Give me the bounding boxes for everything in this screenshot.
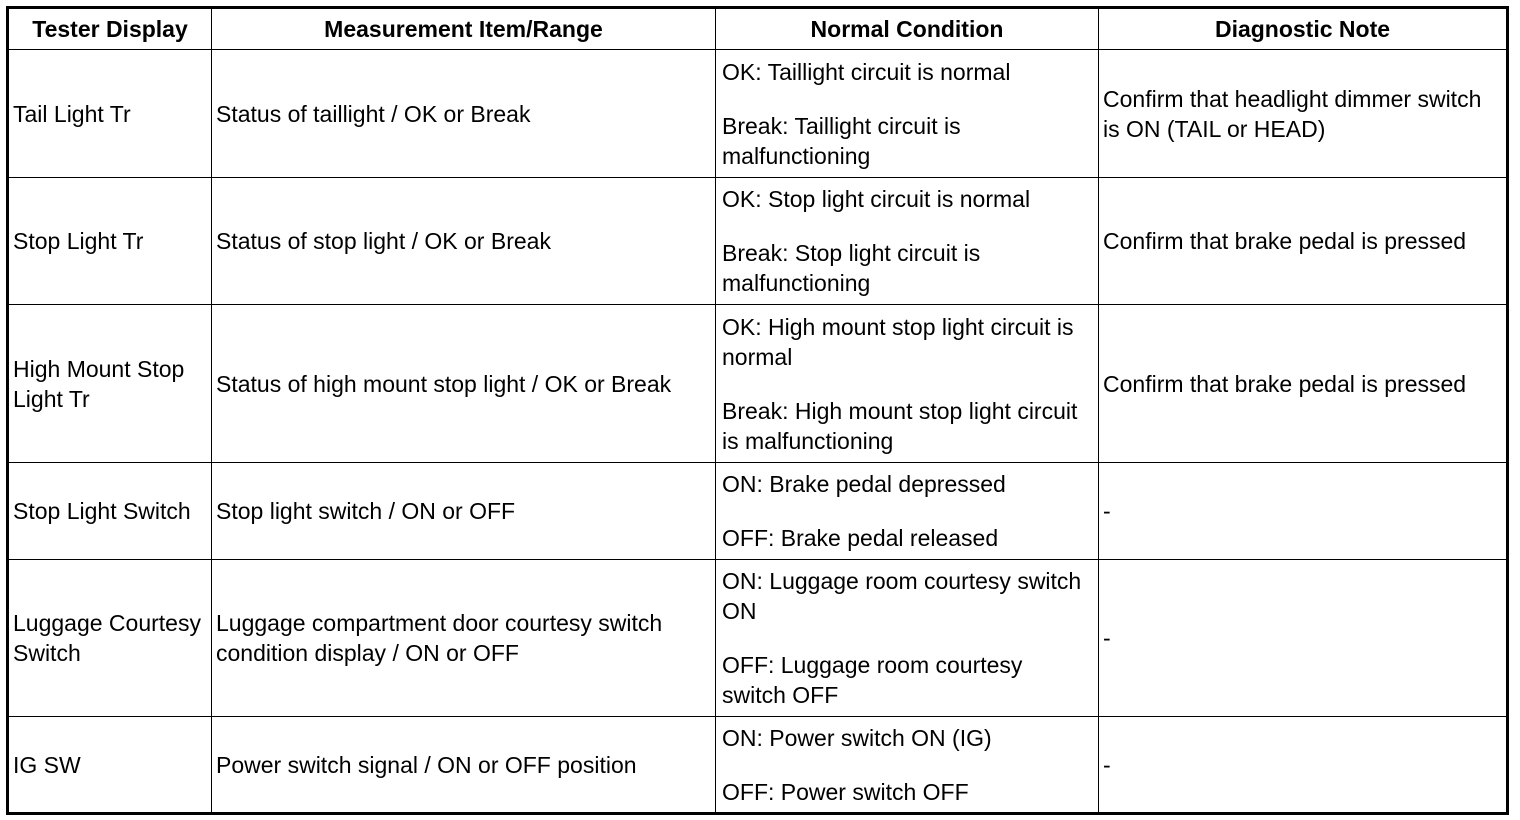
diagnostic-note-cell: - (1099, 560, 1508, 717)
header-measurement-item: Measurement Item/Range (212, 8, 716, 50)
normal-condition-cell (716, 560, 1099, 717)
table-header-row (8, 8, 1508, 50)
data-list-table (6, 6, 1509, 815)
condition-off-text: OFF: Power switch OFF (722, 778, 969, 805)
measurement-cell: Stop light switch / ON or OFF (212, 463, 716, 560)
condition-break-text: Break: Stop light circuit is malfunctioning (722, 240, 981, 296)
diagnostic-note-cell: Confirm that headlight dimmer switch is ON (TAIL or HEAD) (1099, 50, 1508, 178)
diagnostic-note-cell: Confirm that brake pedal is pressed (1099, 305, 1508, 463)
condition-on-text: ON: Brake pedal depressed (722, 471, 1006, 497)
normal-condition-cell (716, 305, 1099, 463)
table-row (8, 717, 1508, 814)
table-row (8, 463, 1508, 560)
condition-off-text: OFF: Brake pedal released (722, 525, 999, 551)
normal-condition-cell (716, 178, 1099, 305)
normal-condition-cell (716, 50, 1099, 178)
table-row (8, 178, 1508, 305)
tester-display-cell: IG SW (8, 717, 212, 814)
diagnostic-note-cell: - (1099, 463, 1508, 560)
header-tester-display: Tester Display (8, 8, 212, 50)
data-list-sheet (6, 6, 1506, 810)
condition-ok-text: OK: Stop light circuit is normal (722, 186, 1031, 212)
tester-display-cell: Stop Light Tr (8, 178, 212, 305)
condition-break-text: Break: High mount stop light circuit is malfunctioning (722, 397, 1078, 454)
condition-on-text: ON: Power switch ON (IG) (722, 724, 992, 751)
measurement-cell: Status of stop light / OK or Break (212, 178, 716, 305)
measurement-cell: Luggage compartment door courtesy switch condition display / ON or OFF (212, 560, 716, 717)
condition-off-text: OFF: Luggage room courtesy switch OFF (722, 652, 1023, 708)
tester-display-cell: Luggage Courtesy Switch (8, 560, 212, 717)
table-row (8, 305, 1508, 463)
table-row (8, 560, 1508, 717)
header-normal-condition: Normal Condition (716, 8, 1099, 50)
condition-on-text: ON: Luggage room courtesy switch ON (722, 568, 1082, 624)
measurement-cell: Status of high mount stop light / OK or Break (212, 305, 716, 463)
condition-ok-text: OK: High mount stop light circuit is normal (722, 313, 1074, 370)
header-diagnostic-note: Diagnostic Note (1099, 8, 1508, 50)
table-row (8, 50, 1508, 178)
measurement-cell: Status of taillight / OK or Break (212, 50, 716, 178)
normal-condition-cell (716, 463, 1099, 560)
normal-condition-cell (716, 717, 1099, 814)
tester-display-cell: Stop Light Switch (8, 463, 212, 560)
condition-ok-text: OK: Taillight circuit is normal (722, 58, 1011, 85)
measurement-cell: Power switch signal / ON or OFF position (212, 717, 716, 814)
tester-display-cell: Tail Light Tr (8, 50, 212, 178)
diagnostic-note-cell: Confirm that brake pedal is pressed (1099, 178, 1508, 305)
condition-break-text: Break: Taillight circuit is malfunctioning (722, 112, 961, 169)
tester-display-cell: High Mount Stop Light Tr (8, 305, 212, 463)
diagnostic-note-cell: - (1099, 717, 1508, 814)
